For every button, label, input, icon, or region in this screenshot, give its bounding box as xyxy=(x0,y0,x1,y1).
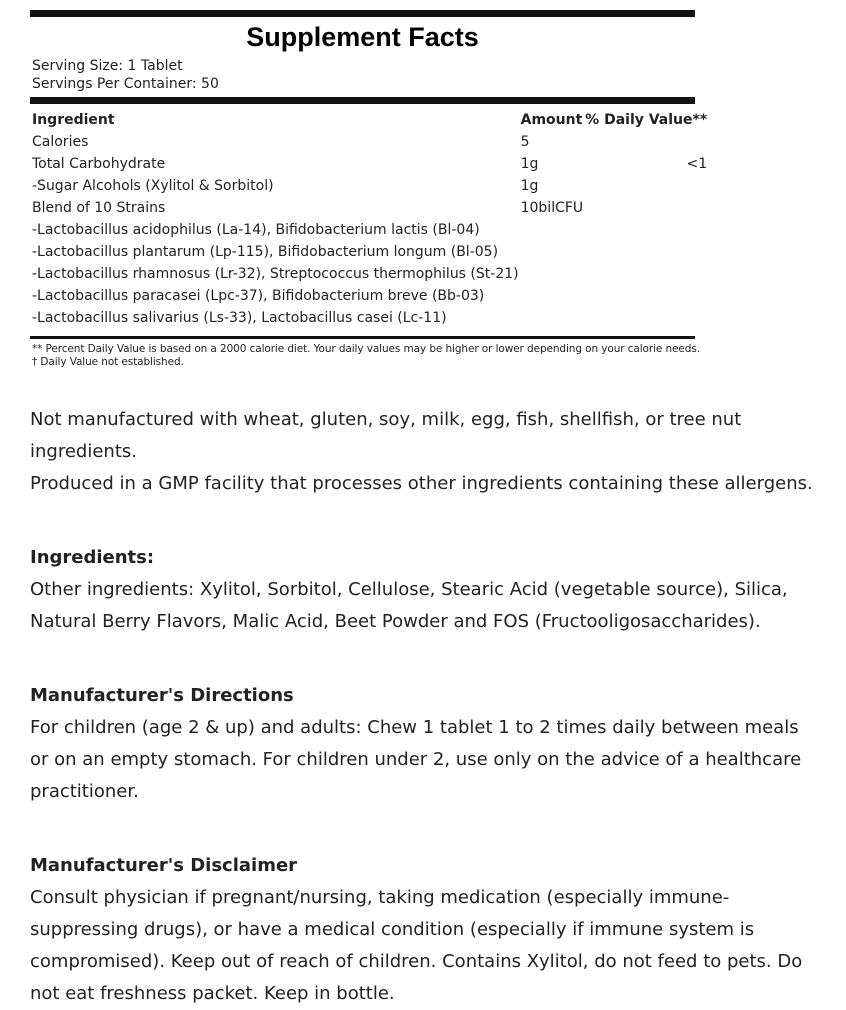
header-daily-value: % Daily Value** xyxy=(585,112,708,128)
row-amount xyxy=(519,219,584,241)
row-ingredient: -Sugar Alcohols (Xylitol & Sorbitol) xyxy=(32,178,274,194)
disclaimer-heading: Manufacturer's Disclaimer xyxy=(30,855,298,876)
table-row xyxy=(30,263,707,285)
serving-rule xyxy=(30,97,695,104)
top-rule xyxy=(30,10,695,17)
directions-text: For children (age 2 & up) and adults: Chew 1 tablet 1 to 2 times daily between meals or on an empty stomach. For children under 2, use only on the advice of a healthcare practitioner. xyxy=(30,717,802,802)
row-amount: 5 xyxy=(520,134,530,150)
row-amount: 10bilCFU xyxy=(520,200,584,216)
header-ingredient: Ingredient xyxy=(32,112,115,128)
row-ingredient: -Lactobacillus paracasei (Lpc-37), Bifidobacterium breve (Bb-03) xyxy=(32,288,485,304)
row-daily-value xyxy=(583,175,707,197)
row-ingredient: Blend of 10 Strains xyxy=(32,200,166,216)
servings-per-container: Servings Per Container: 50 xyxy=(32,76,219,92)
supplement-facts-panel xyxy=(30,10,708,369)
row-amount: 1g xyxy=(520,178,539,194)
row-daily-value xyxy=(583,307,707,329)
footnote-not-established: † Daily Value not established. xyxy=(32,356,184,368)
directions-heading: Manufacturer's Directions xyxy=(30,685,294,706)
table-row xyxy=(30,285,707,307)
serving-size: Serving Size: 1 Tablet xyxy=(32,58,183,74)
row-amount xyxy=(519,263,584,285)
product-details xyxy=(30,404,820,1010)
row-daily-value xyxy=(583,197,707,219)
header-amount: Amount xyxy=(520,112,583,128)
row-ingredient: -Lactobacillus plantarum (Lp-115), Bifidobacterium longum (Bl-05) xyxy=(32,244,499,260)
table-row xyxy=(30,175,707,197)
allergen-statement-2: Produced in a GMP facility that processes other ingredients containing these allergens. xyxy=(30,473,813,494)
table-row xyxy=(30,307,707,329)
facts-table xyxy=(30,109,707,329)
table-row xyxy=(30,131,707,153)
disclaimer-text: Consult physician if pregnant/nursing, taking medication (especially immune-suppressing drugs), or have a medical condition (especially if immune system is compromised). Keep out of reach of children. Contains Xylitol, do not feed to pets. Do not eat freshness packet. Keep in bottle. xyxy=(30,887,803,1004)
table-row xyxy=(30,153,707,175)
bottom-rule xyxy=(30,336,695,339)
row-amount xyxy=(519,241,584,263)
row-amount: 1g xyxy=(520,156,539,172)
table-row xyxy=(30,241,707,263)
row-daily-value xyxy=(583,285,707,307)
row-ingredient: -Lactobacillus salivarius (Ls-33), Lactobacillus casei (Lc-11) xyxy=(32,310,447,326)
row-ingredient: -Lactobacillus acidophilus (La-14), Bifidobacterium lactis (Bl-04) xyxy=(32,222,480,238)
row-amount xyxy=(519,307,584,329)
footnote-daily-value: ** Percent Daily Value is based on a 2000 calorie diet. Your daily values may be higher or lower depending on your calorie needs. xyxy=(32,343,700,355)
serving-info xyxy=(30,57,695,93)
row-daily-value xyxy=(583,263,707,285)
facts-header-row xyxy=(30,109,707,131)
row-daily-value xyxy=(583,241,707,263)
ingredients-heading: Ingredients: xyxy=(30,547,155,568)
facts-title: Supplement Facts xyxy=(246,22,479,52)
row-daily-value xyxy=(583,219,707,241)
row-ingredient: -Lactobacillus rhamnosus (Lr-32), Streptococcus thermophilus (St-21) xyxy=(32,266,519,282)
table-row xyxy=(30,197,707,219)
row-daily-value xyxy=(583,131,707,153)
allergen-statement-1: Not manufactured with wheat, gluten, soy, milk, egg, fish, shellfish, or tree nut ingredients. xyxy=(30,409,742,462)
table-row xyxy=(30,219,707,241)
row-ingredient: Calories xyxy=(32,134,89,150)
footnotes xyxy=(30,343,700,369)
ingredients-text: Other ingredients: Xylitol, Sorbitol, Cellulose, Stearic Acid (vegetable source), Silica, Natural Berry Flavors, Malic Acid, Beet Powder and FOS (Fructooligosaccharides). xyxy=(30,579,788,632)
row-ingredient: Total Carbohydrate xyxy=(32,156,166,172)
row-daily-value: <1 xyxy=(686,156,708,172)
row-amount xyxy=(519,285,584,307)
